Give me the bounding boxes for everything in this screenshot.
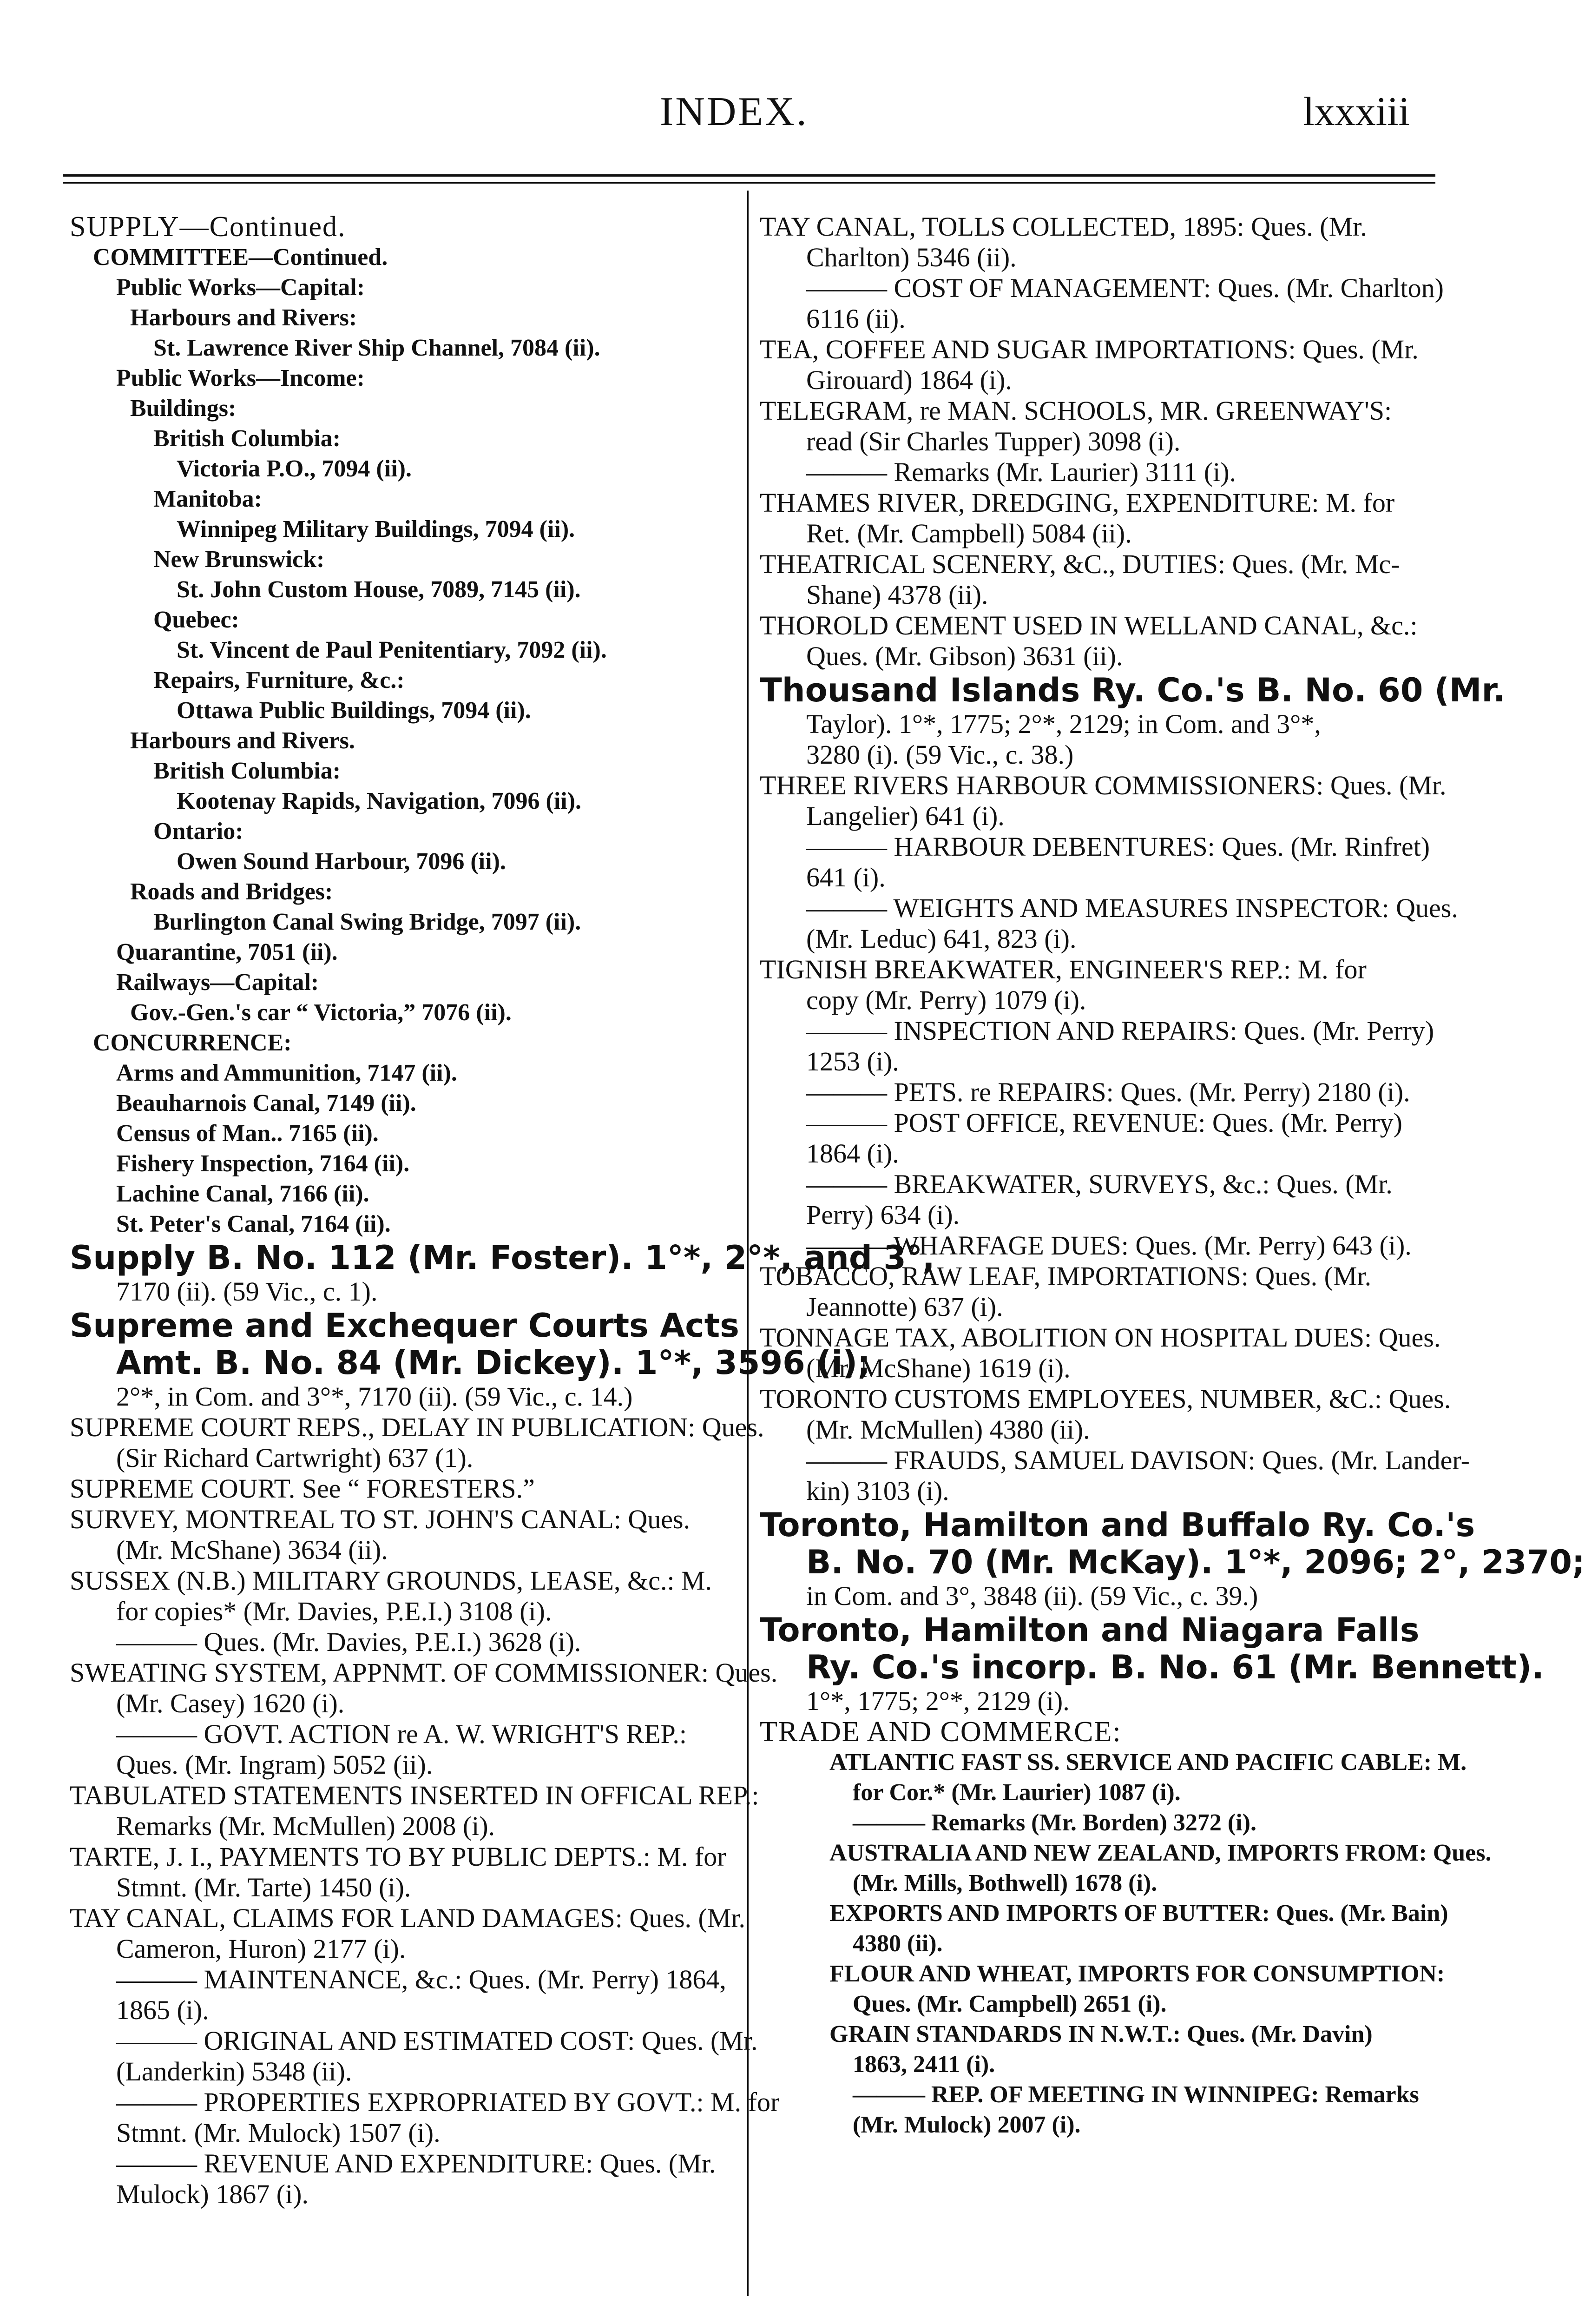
index-entry-line: TARTE, J. I., PAYMENTS TO BY PUBLIC DEPTS.: M. for [70,1842,726,1872]
index-entry-line: TEA, COFFEE AND SUGAR IMPORTATIONS: Ques. (Mr. [760,334,1419,364]
index-entry-line: SUPREME COURT REPS., DELAY IN PUBLICATION: Ques. [70,1412,764,1442]
index-entry-line: Burlington Canal Swing Bridge, 7097 (ii). [153,909,581,935]
index-entry-line: Toronto, Hamilton and Niagara Falls [760,1611,1420,1649]
index-entry-line: COMMITTEE—Continued. [93,244,388,271]
index-entry-line: SUPREME COURT. See “ FORESTERS.” [70,1473,535,1504]
index-entry-line: ——— HARBOUR DEBENTURES: Ques. (Mr. Rinfret) [806,832,1430,862]
index-entry-line: THAMES RIVER, DREDGING, EXPENDITURE: M. for [760,488,1395,518]
index-entry-line: Public Works—Income: [116,365,365,391]
index-entry-line: St. Peter's Canal, 7164 (ii). [116,1211,391,1237]
index-entry-line: ——— INSPECTION AND REPAIRS: Ques. (Mr. Perry) [806,1016,1434,1046]
index-entry-line: Supreme and Exchequer Courts Acts [70,1307,739,1345]
index-entry-line: SUSSEX (N.B.) MILITARY GROUNDS, LEASE, &c.: M. [70,1565,712,1596]
index-entry-line: Quebec: [153,607,239,633]
index-entry-line: ——— COST OF MANAGEMENT: Ques. (Mr. Charlton) [806,273,1444,303]
index-entry-line: Amt. B. No. 84 (Mr. Dickey). 1°*, 3596 (i); [116,1344,871,1382]
index-entry-line: 1°*, 1775; 2°*, 2129 (i). [806,1686,1070,1716]
index-entry-line: Supply B. No. 112 (Mr. Foster). 1°*, 2°*, and 3°, [70,1239,935,1277]
index-entry-line: Arms and Ammunition, 7147 (ii). [116,1060,457,1086]
index-entry-line: Railways—Capital: [116,969,319,996]
index-entry-line: Roads and Bridges: [130,878,333,905]
index-entry-line: for copies* (Mr. Davies, P.E.I.) 3108 (i). [116,1596,552,1626]
index-entry-line: SURVEY, MONTREAL TO ST. JOHN'S CANAL: Ques. [70,1504,691,1534]
index-entry-line: Buildings: [130,395,237,422]
index-entry-line: Manitoba: [153,486,262,512]
index-entry-line: Public Works—Capital: [116,274,365,301]
index-entry-line: Census of Man.. 7165 (ii). [116,1120,379,1147]
index-entry-line: TOBACCO, RAW LEAF, IMPORTATIONS: Ques. (Mr. [760,1261,1372,1291]
index-entry-line: Ques. (Mr. Campbell) 2651 (i). [853,1991,1167,2017]
index-entry-line: Mulock) 1867 (i). [116,2179,309,2209]
index-entry-line: ——— Remarks (Mr. Borden) 3272 (i). [853,1809,1256,1836]
index-entry-line: Charlton) 5346 (ii). [806,242,1017,272]
header-rule [63,174,1435,177]
index-entry-line: Ottawa Public Buildings, 7094 (ii). [177,697,531,724]
index-entry-line: THOROLD CEMENT USED IN WELLAND CANAL, &c.: [760,610,1418,640]
page-number: lxxxiii [1303,89,1410,134]
index-entry-line: Stmnt. (Mr. Tarte) 1450 (i). [116,1872,411,1902]
index-entry-line: 4380 (ii). [853,1930,943,1957]
index-entry-line: Repairs, Furniture, &c.: [153,667,405,693]
index-entry-line: ——— Ques. (Mr. Davies, P.E.I.) 3628 (i). [116,1627,581,1657]
index-entry-line: THEATRICAL SCENERY, &C., DUTIES: Ques. (Mr. Mc- [760,549,1400,579]
index-entry-line: Gov.-Gen.'s car “ Victoria,” 7076 (ii). [130,999,512,1026]
index-entry-line: B. No. 70 (Mr. McKay). 1°*, 2096; 2°, 2370; [806,1543,1585,1581]
index-entry-line: Shane) 4378 (ii). [806,580,988,610]
index-entry-line: TONNAGE TAX, ABOLITION ON HOSPITAL DUES: Ques. [760,1322,1441,1353]
index-entry-line: Ques. (Mr. Ingram) 5052 (ii). [116,1750,433,1780]
index-entry-line: TELEGRAM, re MAN. SCHOOLS, MR. GREENWAY'S: [760,396,1392,426]
index-entry-line: ——— ORIGINAL AND ESTIMATED COST: Ques. (Mr. [116,2026,758,2056]
index-entry-line: 1864 (i). [806,1138,899,1169]
index-entry-line: ——— PETS. re REPAIRS: Ques. (Mr. Perry) 2180 (i). [806,1077,1410,1107]
index-entry-line: 3280 (i). (59 Vic., c. 38.) [806,739,1074,770]
page-header [0,79,1498,144]
index-entry-line: TABULATED STATEMENTS INSERTED IN OFFICAL REP.: [70,1780,759,1810]
index-entry-line: AUSTRALIA AND NEW ZEALAND, IMPORTS FROM: Ques. [829,1840,1492,1866]
index-entry-line: ——— REVENUE AND EXPENDITURE: Ques. (Mr. [116,2148,716,2179]
index-entry-line: ATLANTIC FAST SS. SERVICE AND PACIFIC CABLE: M. [829,1749,1467,1776]
index-entry-line: TIGNISH BREAKWATER, ENGINEER'S REP.: M. for [760,954,1367,984]
index-entry-line: British Columbia: [153,758,341,784]
index-entry-line: (Mr. Leduc) 641, 823 (i). [806,924,1077,954]
index-entry-line: 2°*, in Com. and 3°*, 7170 (ii). (59 Vic., c. 14.) [116,1381,633,1412]
index-entry-line: ——— FRAUDS, SAMUEL DAVISON: Ques. (Mr. Lander- [806,1445,1470,1475]
index-entry-line: Victoria P.O., 7094 (ii). [177,456,412,482]
index-entry-line: Harbours and Rivers. [130,727,355,754]
index-entry-line: (Sir Richard Cartwright) 637 (1). [116,1443,474,1473]
index-entry-line: (Mr. Casey) 1620 (i). [116,1688,345,1718]
index-entry-line: THREE RIVERS HARBOUR COMMISSIONERS: Ques. (Mr. [760,770,1447,800]
index-entry-line: Thousand Islands Ry. Co.'s B. No. 60 (Mr. [760,671,1506,709]
index-entry-line: CONCURRENCE: [93,1030,292,1056]
index-entry-line: 1865 (i). [116,1995,209,2025]
index-entry-line: ——— POST OFFICE, REVENUE: Ques. (Mr. Perry) [806,1108,1402,1138]
index-entry-line: Jeannotte) 637 (i). [806,1292,1003,1322]
index-entry-line: Toronto, Hamilton and Buffalo Ry. Co.'s [760,1506,1475,1544]
index-entry-line: ——— GOVT. ACTION re A. W. WRIGHT'S REP.: [116,1719,687,1749]
index-entry-line: ——— MAINTENANCE, &c.: Ques. (Mr. Perry) 1864, [116,1964,726,1994]
index-entry-line: Beauharnois Canal, 7149 (ii). [116,1090,416,1116]
index-entry-line: Girouard) 1864 (i). [806,365,1012,395]
index-entry-line: kin) 3103 (i). [806,1476,949,1506]
index-entry-line: TRADE AND COMMERCE: [760,1716,1122,1748]
index-entry-line: SUPPLY—Continued. [70,211,346,243]
index-entry-line: St. John Custom House, 7089, 7145 (ii). [177,576,581,603]
index-entry-line: Harbours and Rivers: [130,304,357,331]
index-entry-line: Lachine Canal, 7166 (ii). [116,1181,369,1207]
index-entry-line: (Mr. Mills, Bothwell) 1678 (i). [853,1870,1158,1896]
index-entry-line: 641 (i). [806,862,886,892]
index-entry-line: read (Sir Charles Tupper) 3098 (i). [806,426,1181,456]
index-entry-line: New Brunswick: [153,546,325,573]
index-entry-line: British Columbia: [153,425,341,452]
index-entry-line: ——— PROPERTIES EXPROPRIATED BY GOVT.: M. for [116,2087,780,2117]
right-column [760,211,1585,2140]
index-entry-line: Cameron, Huron) 2177 (i). [116,1934,406,1964]
index-entry-line: for Cor.* (Mr. Laurier) 1087 (i). [853,1779,1181,1806]
index-entry-line: Langelier) 641 (i). [806,801,1005,831]
index-entry-line: Fishery Inspection, 7164 (ii). [116,1150,410,1177]
index-entry-line: EXPORTS AND IMPORTS OF BUTTER: Ques. (Mr. Bain) [829,1900,1448,1927]
page-title: INDEX. [660,89,809,134]
index-entry-line: ——— REP. OF MEETING IN WINNIPEG: Remarks [853,2081,1419,2108]
index-entry-line: Taylor). 1°*, 1775; 2°*, 2129; in Com. and 3°*, [806,709,1321,739]
index-entry-line: Owen Sound Harbour, 7096 (ii). [177,848,506,875]
index-entry-line: Ry. Co.'s incorp. B. No. 61 (Mr. Bennett). [806,1648,1544,1686]
index-entry-line: TAY CANAL, CLAIMS FOR LAND DAMAGES: Ques. (Mr. [70,1903,746,1933]
index-entry-line: ——— WHARFAGE DUES: Ques. (Mr. Perry) 643 (i). [806,1230,1412,1261]
index-entry-line: 7170 (ii). (59 Vic., c. 1). [116,1276,378,1307]
index-entry-line: (Mr. McShane) 1619 (i). [806,1353,1071,1383]
index-entry-line: 1253 (i). [806,1046,899,1076]
header-rule-thin [63,182,1435,184]
index-entry-line: Stmnt. (Mr. Mulock) 1507 (i). [116,2118,441,2148]
index-entry-line: 6116 (ii). [806,304,906,334]
index-entry-line: copy (Mr. Perry) 1079 (i). [806,985,1086,1015]
index-entry-line: Quarantine, 7051 (ii). [116,939,338,965]
index-entry-line: Winnipeg Military Buildings, 7094 (ii). [177,516,575,542]
index-entry-line: ——— Remarks (Mr. Laurier) 3111 (i). [806,457,1236,487]
index-entry-line: SWEATING SYSTEM, APPNMT. OF COMMISSIONER: Ques. [70,1657,778,1688]
index-entry-line: Ques. (Mr. Gibson) 3631 (ii). [806,641,1123,671]
index-entry-line: Ontario: [153,818,243,845]
index-entry-line: in Com. and 3°, 3848 (ii). (59 Vic., c. 39.) [806,1581,1258,1611]
index-entry-line: Kootenay Rapids, Navigation, 7096 (ii). [177,788,582,814]
index-entry-line: St. Vincent de Paul Penitentiary, 7092 (ii). [177,637,607,663]
index-entry-line: TAY CANAL, TOLLS COLLECTED, 1895: Ques. (Mr. [760,211,1367,242]
index-entry-line: GRAIN STANDARDS IN N.W.T.: Ques. (Mr. Davin) [829,2021,1373,2047]
index-entry-line: Ret. (Mr. Campbell) 5084 (ii). [806,518,1132,548]
index-entry-line: St. Lawrence River Ship Channel, 7084 (ii). [153,335,600,361]
index-entry-line: TORONTO CUSTOMS EMPLOYEES, NUMBER, &C.: Ques. [760,1384,1451,1414]
index-entry-line: Perry) 634 (i). [806,1200,960,1230]
index-entry-line: 1863, 2411 (i). [853,2051,995,2078]
index-entry-line: FLOUR AND WHEAT, IMPORTS FOR CONSUMPTION: [829,1961,1445,1987]
index-entry-line: (Mr. McMullen) 4380 (ii). [806,1414,1090,1445]
index-entry-line: Remarks (Mr. McMullen) 2008 (i). [116,1811,495,1841]
index-entry-line: (Mr. McShane) 3634 (ii). [116,1535,388,1565]
index-entry-line: (Mr. Mulock) 2007 (i). [853,2112,1081,2138]
index-entry-line: ——— WEIGHTS AND MEASURES INSPECTOR: Ques. [806,893,1458,923]
index-entry-line: ——— BREAKWATER, SURVEYS, &c.: Ques. (Mr. [806,1169,1393,1199]
index-entry-line: (Landerkin) 5348 (ii). [116,2056,352,2086]
